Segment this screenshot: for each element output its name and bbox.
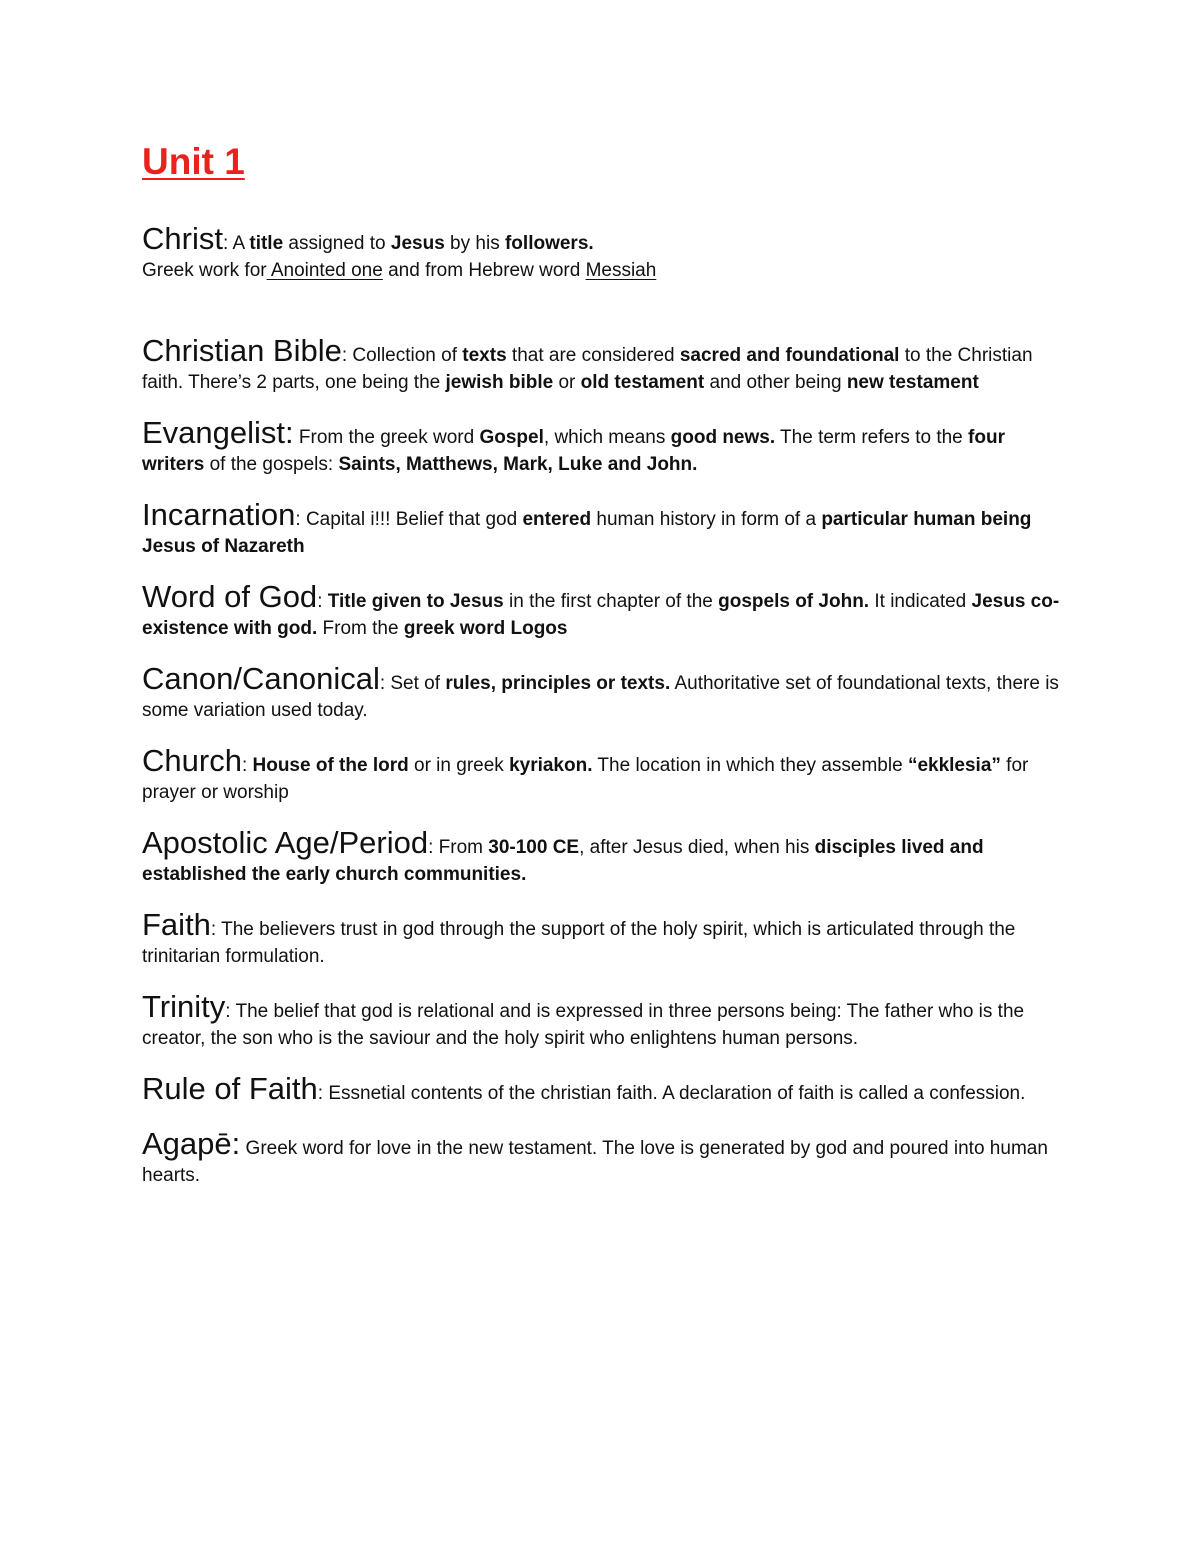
entry-apostolic-age (142, 826, 1072, 888)
term-word-of-god: Word of God (142, 579, 318, 615)
term-canon: Canon/Canonical (142, 661, 380, 697)
entry-text: , which means (543, 427, 671, 449)
entry-text: , after Jesus died, when his (579, 837, 815, 859)
entry-text: to the Christian faith. There’s 2 parts, one being the (142, 345, 1033, 394)
entry-text: by his (444, 233, 505, 255)
entry-text: : The believers trust in god through the support of the holy spirit, which is articulated through the trinitarian formulation. (142, 919, 1016, 968)
term-apostolic-age: Apostolic Age/Period (142, 825, 429, 861)
entry-bold: Jesus (390, 233, 445, 255)
entry-bold: Title given to Jesus (327, 591, 504, 613)
entry-text: that are considered (506, 345, 680, 367)
term-church: Church (142, 743, 242, 779)
entry-bold: title (249, 233, 284, 255)
entry-text: : (241, 755, 253, 777)
entry-bold: disciples lived and established the early church communities. (142, 837, 984, 886)
entry-rule-of-faith (142, 1072, 1072, 1107)
term-faith: Faith (142, 907, 211, 943)
entry-text: : The belief that god is relational and is expressed in three persons being: The father who is the creator, the son who is the saviour and the holy spirit who enlightens human persons. (142, 1001, 1025, 1050)
entry-christ (142, 222, 1072, 284)
term-christian-bible: Christian Bible (142, 333, 342, 369)
term-evangelist: Evangelist: (142, 415, 294, 451)
term-trinity: Trinity (142, 989, 226, 1025)
entry-text: The location in which they assemble (592, 755, 908, 777)
entry-bold: old testament (580, 372, 705, 394)
entry-canon (142, 662, 1072, 724)
entry-text: The term refers to the (775, 427, 969, 449)
term-christ: Christ (142, 221, 223, 257)
entry-faith (142, 908, 1072, 970)
entry-text: From the greek word (293, 427, 480, 449)
entry-bold: gospels of John. (718, 591, 870, 613)
entry-bold: jewish bible (445, 372, 554, 394)
entry-word-of-god (142, 580, 1072, 642)
entry-bold: texts (462, 345, 507, 367)
entry-text: assigned to (283, 233, 391, 255)
entry-text: : Essnetial contents of the christian faith. A declaration of faith is called a confession. (317, 1083, 1026, 1105)
entry-bold: Jesus co-existence with god. (142, 591, 1060, 640)
entry-text: : (317, 591, 328, 613)
christ-line2 (142, 257, 1072, 284)
document-page (142, 140, 1072, 1189)
entry-text: or (553, 372, 581, 394)
entry-text: : From (428, 837, 489, 859)
entry-bold: kyriakon. (509, 755, 593, 777)
entry-text: for prayer or worship (142, 755, 1029, 804)
entry-bold: entered (522, 509, 592, 531)
entry-bold: House of the lord (252, 755, 409, 777)
entry-text: and other being (704, 372, 847, 394)
underlined-text: Messiah (585, 260, 657, 282)
entry-trinity (142, 990, 1072, 1052)
entry-text: : A (222, 233, 250, 255)
entry-text: : Collection of (341, 345, 463, 367)
entry-bold: Saints, Matthews, Mark, Luke and John. (338, 454, 698, 476)
entry-text: From the (317, 618, 404, 640)
entry-evangelist (142, 416, 1072, 478)
entry-bold: four writers (142, 427, 1005, 476)
entry-text: and from Hebrew word (382, 260, 586, 282)
underlined-text: Anointed one (266, 260, 383, 282)
entry-bold: good news. (670, 427, 776, 449)
entry-church (142, 744, 1072, 806)
term-rule-of-faith: Rule of Faith (142, 1071, 318, 1107)
entry-agape (142, 1127, 1072, 1189)
entry-bold: rules, principles or texts. (445, 673, 671, 695)
entry-text: Greek work for (142, 260, 267, 282)
entry-text: : Set of (379, 673, 446, 695)
entry-christian-bible (142, 334, 1072, 396)
unit-title: Unit 1 (142, 141, 245, 182)
entry-text: or in greek (408, 755, 510, 777)
entry-bold: greek word Logos (403, 618, 568, 640)
entry-bold: sacred and foundational (679, 345, 900, 367)
term-incarnation: Incarnation (142, 497, 296, 533)
term-agape: Agapē: (142, 1126, 241, 1162)
entry-text: Authoritative set of foundational texts, there is some variation used today. (142, 673, 1059, 722)
entry-text: of the gospels: (204, 454, 339, 476)
entry-text: Greek word for love in the new testament. The love is generated by god and poured into human hearts. (142, 1138, 1048, 1187)
entry-text: in the first chapter of the (503, 591, 719, 613)
entry-bold: new testament (846, 372, 979, 394)
entry-bold: Gospel (479, 427, 544, 449)
entry-bold: 30-100 CE (488, 837, 580, 859)
entry-bold: particular human being Jesus of Nazareth (142, 509, 1032, 558)
entry-text: : Capital i!!! Belief that god (295, 509, 523, 531)
entry-text: human history in form of a (591, 509, 822, 531)
entry-incarnation (142, 498, 1072, 560)
entry-text: It indicated (869, 591, 972, 613)
entry-bold: followers. (504, 233, 594, 255)
entry-bold: “ekklesia” (907, 755, 1001, 777)
